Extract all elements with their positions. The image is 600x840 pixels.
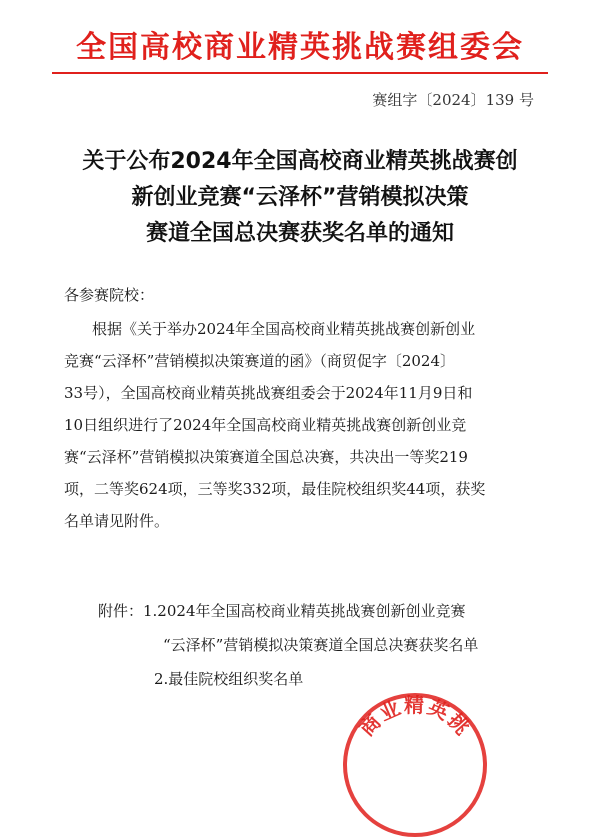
header-red-rule <box>52 72 548 74</box>
document-number: 赛组字〔2024〕139 号 <box>372 91 534 109</box>
body-line: 竞赛“云泽杯”营销模拟决策赛道的函》（商贸促字〔2024〕 <box>64 352 456 370</box>
body-line: 33号），全国高校商业精英挑战赛组委会于2024年11月9日和 <box>64 384 473 402</box>
notice-title <box>40 144 560 252</box>
notice-title-line: 新创业竞赛“云泽杯”营销模拟决策 <box>131 185 469 210</box>
notice-title-line: 关于公布2024年全国高校商业精英挑战赛创 <box>82 149 518 174</box>
attachments-list <box>98 594 558 696</box>
body-line: 赛“云泽杯”营销模拟决策赛道全国总决赛，共决出一等奖219 <box>64 448 468 466</box>
svg-text:商业精英挑 <box>354 693 475 741</box>
seal-text: 商业精英挑 <box>354 693 476 741</box>
body-line: 根据《关于举办2024年全国高校商业精英挑战赛创新创业 <box>92 320 476 338</box>
salutation: 各参赛院校： <box>64 286 155 304</box>
body-line: 名单请见附件。 <box>64 512 170 530</box>
attachment-item: 2.最佳院校组织奖名单 <box>154 670 304 688</box>
organization-header-title: 全国高校商业精英挑战赛组委会 <box>76 30 524 65</box>
body-paragraph <box>64 313 546 537</box>
notice-title-line: 赛道全国总决赛获奖名单的通知 <box>145 221 454 246</box>
body-line: 项，二等奖624项，三等奖332项，最佳院校组织奖44项，获奖 <box>64 480 486 498</box>
official-seal <box>340 690 490 840</box>
body-line: 10日组织进行了2024年全国高校商业精英挑战赛创新创业竞 <box>64 416 467 434</box>
attachment-item: 附件：1.2024年全国高校商业精英挑战赛创新创业竞赛 <box>98 602 466 620</box>
attachment-item-continued: “云泽杯”营销模拟决策赛道全国总决赛获奖名单 <box>163 636 479 654</box>
